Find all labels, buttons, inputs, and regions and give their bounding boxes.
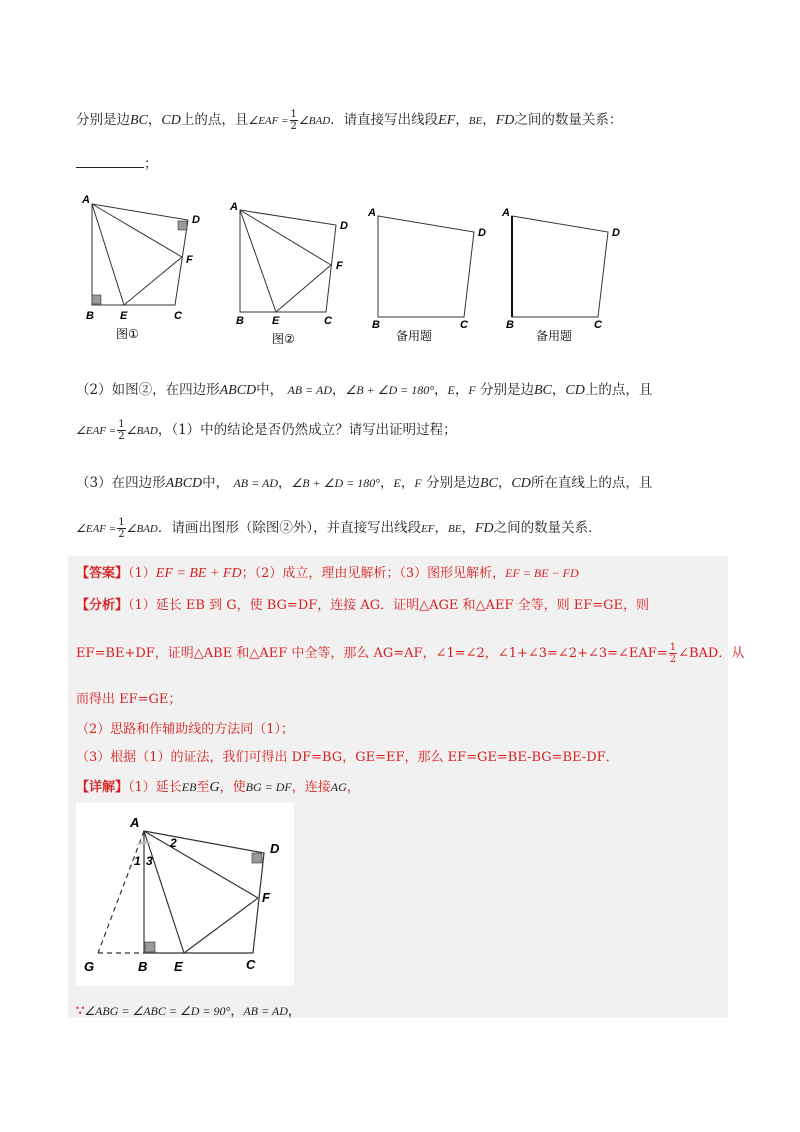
angle-bad: ∠BAD — [298, 115, 331, 127]
seg-ag: AG — [330, 780, 347, 794]
answer-formula-2: EF = BE − FD — [505, 566, 579, 580]
point-f: F — [414, 476, 422, 490]
q3-sep: ， — [278, 475, 292, 491]
quad-abcd: ABCD — [219, 383, 257, 398]
label-b: B — [506, 319, 514, 331]
label-d: D — [192, 214, 200, 226]
q1-sep: ， — [482, 112, 496, 128]
label-c: C — [174, 310, 182, 322]
q1-sep: ， — [455, 112, 469, 128]
analysis-line1 — [76, 594, 649, 613]
label-c: C — [594, 319, 602, 331]
label-f: F — [336, 260, 343, 272]
answer-part2: ；（2）成立，理由见解析；（3）图形见解析， — [241, 566, 506, 581]
label-a: A — [82, 194, 90, 206]
label-a: A — [368, 207, 376, 219]
fraction-half — [669, 642, 677, 665]
q2-text-g: 分别是边 — [480, 382, 534, 398]
figure-4 — [500, 200, 630, 350]
label-a: A — [130, 815, 140, 830]
point-e: E — [447, 383, 455, 397]
frac-den: 2 — [118, 431, 125, 442]
point-g: G — [209, 780, 220, 795]
because-line — [76, 1000, 301, 1019]
figure-3-caption: 备用题 — [396, 329, 433, 343]
q2-sep: ， — [551, 382, 566, 398]
q1-text — [76, 108, 622, 132]
q1-sep: ， — [147, 112, 162, 128]
angle-label-2: 2 — [170, 836, 177, 850]
seg-ef: EF — [438, 113, 456, 128]
detail-text-c: ，使 — [219, 780, 246, 795]
q1-text-c: ．请直接写出线段 — [330, 112, 439, 128]
analysis-tag: 【分析】 — [76, 598, 129, 613]
label-b: B — [372, 319, 380, 331]
fraction-half — [290, 109, 298, 132]
seg-cd: CD — [565, 383, 585, 398]
q3-sep: ， — [380, 475, 394, 491]
seg-cd: CD — [161, 113, 181, 128]
answer-tag: 【答案】 — [76, 566, 129, 581]
q1-text-a: 分别是边 — [76, 112, 130, 128]
q3-line2 — [76, 516, 602, 540]
frac-den: 2 — [118, 529, 125, 540]
answer-part1: （1） — [128, 566, 156, 581]
label-d: D — [340, 220, 348, 232]
analysis-text-2a: EF=BE+DF，证明△ABE 和△AEF 中全等，那么 AG=AF，∠1=∠2，∠1+∠3=∠2+∠3=∠EAF= — [76, 646, 668, 661]
because-symbol: ∵ — [76, 1004, 85, 1019]
label-c: C — [460, 319, 468, 331]
label-a: A — [502, 207, 510, 219]
seg-fd: FD — [495, 113, 515, 128]
proof-figure — [76, 803, 294, 986]
q3-sep: ， — [461, 520, 475, 536]
angle-bad: ∠BAD — [126, 523, 158, 535]
label-c: C — [246, 957, 256, 972]
because-sep: ， — [230, 1004, 244, 1019]
label-d: D — [612, 227, 620, 239]
detail-text-e: ， — [346, 780, 360, 795]
analysis-line3 — [76, 688, 181, 707]
angle-eaf: ∠EAF = — [76, 425, 117, 437]
q3-text-m: 之间的数量关系． — [493, 520, 602, 536]
frac-den: 2 — [669, 654, 677, 665]
figure-2-caption: 图② — [272, 332, 295, 346]
label-f: F — [186, 254, 193, 266]
q1-text-d: 之间的数量关系： — [514, 112, 623, 128]
point-f: F — [468, 383, 476, 397]
answer-line — [76, 562, 579, 582]
label-b: B — [86, 310, 94, 322]
q2-text-a: （2）如图②，在四边形 — [76, 382, 220, 398]
q3-line1 — [76, 471, 652, 492]
q2-text-j: ，（1）中的结论是否仍然成立？请写出证明过程； — [157, 422, 457, 438]
seg-eb: EB — [181, 780, 197, 794]
seg-bc: BC — [130, 113, 148, 128]
blank-end: ； — [144, 156, 158, 172]
q3-text-a: （3）在四边形 — [76, 475, 166, 491]
label-c: C — [324, 315, 332, 327]
proof-figure-panel — [76, 803, 294, 986]
angle-label-3: 3 — [146, 854, 153, 868]
cond-ab-ad: AB = AD — [233, 476, 278, 490]
frac-num: 1 — [118, 517, 125, 528]
cond-angle-sum: ∠B + ∠D = 180° — [345, 383, 435, 397]
analysis-text-5: （3）根据（1）的证法，我们可得出 DF=BG，GE=EF，那么 EF=GE=BE-BG=BE-DF． — [76, 750, 619, 765]
label-d: D — [270, 841, 280, 856]
cond-ab-ad: AB = AD — [243, 1004, 288, 1018]
analysis-text-3: 而得出 EF=GE； — [76, 692, 182, 707]
angle-eaf: ∠EAF = — [76, 523, 117, 535]
angle-eaf: ∠EAF = — [248, 115, 289, 127]
label-e: E — [120, 310, 128, 322]
q2-line1 — [76, 378, 652, 399]
seg-bc: BC — [534, 383, 552, 398]
analysis-text-1: （1）延长 EB 到 G，使 BG=DF，连接 AG．证明△AGE 和△AEF 全等，则 EF=GE，则 — [128, 598, 649, 613]
figure-4-caption: 备用题 — [536, 329, 573, 343]
analysis-line4 — [76, 718, 294, 737]
q3-text-b: 中， — [202, 475, 230, 491]
frac-num: 1 — [290, 109, 297, 120]
detail-text-b: 至 — [196, 780, 210, 795]
figure-2 — [228, 195, 358, 355]
detail-text-a: （1）延长 — [128, 780, 182, 795]
because-end: ， — [287, 1004, 301, 1019]
quad-abcd: ABCD — [165, 476, 203, 491]
analysis-text-4: （2）思路和作辅助线的方法同（1）； — [76, 722, 295, 737]
point-e: E — [393, 476, 401, 490]
frac-den: 2 — [290, 121, 297, 132]
answer-formula-1: EF = BE + FD — [155, 566, 242, 581]
seg-ef: EF — [421, 523, 435, 535]
fraction-half — [117, 517, 125, 540]
label-a: A — [230, 201, 238, 213]
figure-3 — [366, 200, 496, 350]
label-f: F — [262, 890, 270, 905]
q3-sep: ， — [400, 475, 415, 491]
label-e: E — [174, 959, 183, 974]
q3-sep: ， — [497, 475, 512, 491]
q3-sep: ， — [434, 520, 449, 536]
detail-line — [76, 776, 360, 796]
q3-text-g: 分别是边 — [426, 475, 480, 491]
angle-equation: ∠ABG = ∠ABC = ∠D = 90° — [84, 1004, 231, 1018]
q2-text-b: 中， — [256, 382, 284, 398]
angle-bad: ∠BAD — [126, 425, 158, 437]
frac-num: 1 — [669, 642, 677, 653]
label-g: G — [84, 959, 95, 974]
seg-bc: BC — [480, 476, 498, 491]
label-b: B — [236, 315, 244, 327]
seg-be: BE — [448, 523, 462, 535]
answer-blank — [76, 155, 144, 168]
analysis-line5 — [76, 746, 619, 765]
q2-sep: ， — [332, 382, 346, 398]
detail-tag: 【详解】 — [76, 780, 129, 795]
fraction-half — [117, 419, 125, 442]
cond-angle-sum: ∠B + ∠D = 180° — [291, 476, 381, 490]
seg-cd: CD — [511, 476, 531, 491]
q2-line2 — [76, 418, 457, 442]
q3-text-i: 所在直线上的点，且 — [530, 475, 653, 491]
analysis-line2 — [76, 642, 744, 665]
figure-1 — [80, 190, 200, 350]
label-b: B — [138, 959, 148, 974]
q3-text-j: ．请画出图形（除图②外），并直接写出线段 — [157, 520, 422, 536]
label-d: D — [478, 227, 486, 239]
analysis-text-2b: ∠BAD．从 — [678, 646, 745, 661]
angle-label-1: 1 — [134, 854, 141, 868]
q2-text-i: 上的点，且 — [584, 382, 653, 398]
q2-sep: ， — [434, 382, 448, 398]
q2-sep: ， — [454, 382, 469, 398]
seg-fd: FD — [474, 521, 494, 536]
cond-bg-df: BG = DF — [245, 780, 292, 794]
detail-text-d: ，连接 — [291, 780, 331, 795]
answer-blank-line — [76, 152, 158, 172]
seg-be: BE — [468, 115, 483, 127]
frac-num: 1 — [118, 419, 125, 430]
q1-text-b: 上的点，且 — [180, 112, 249, 128]
figure-1-caption: 图① — [116, 327, 139, 341]
cond-ab-ad: AB = AD — [287, 383, 332, 397]
label-e: E — [272, 315, 280, 327]
